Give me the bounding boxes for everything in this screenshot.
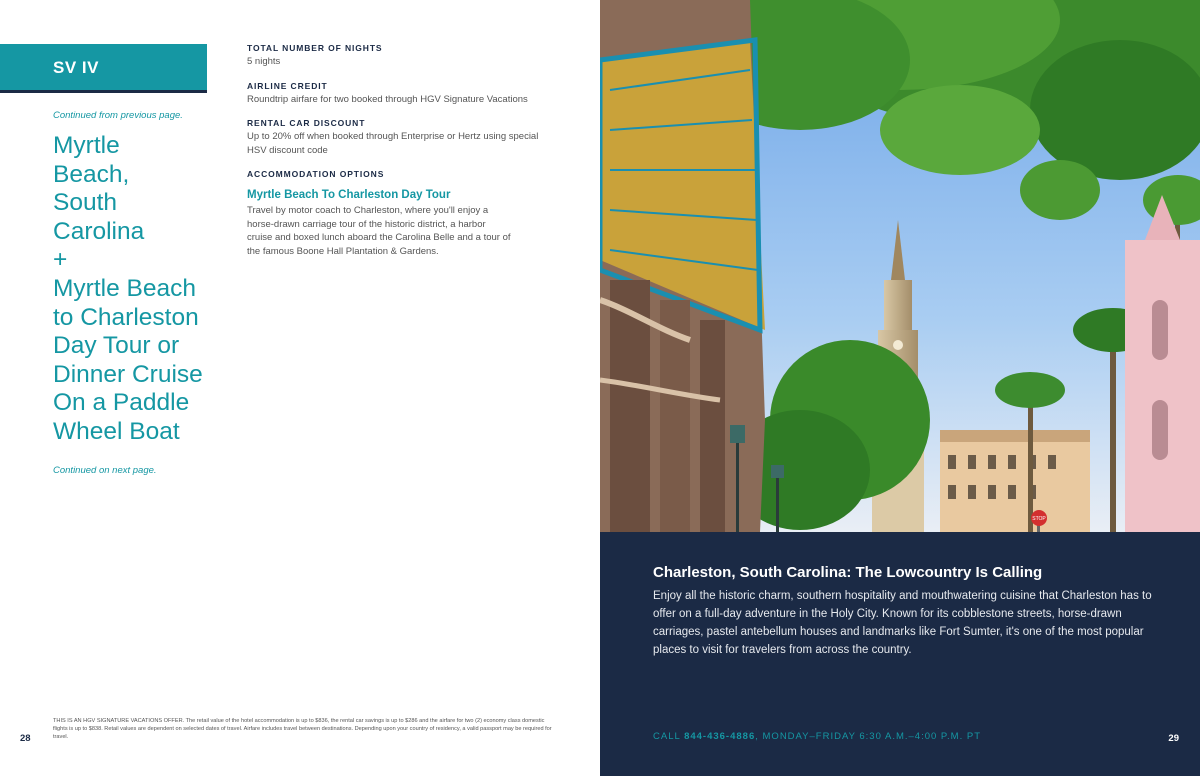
call-line — [653, 731, 981, 742]
tour-title: Myrtle Beach To Charleston Day Tour — [247, 189, 451, 201]
nights-block — [247, 42, 557, 69]
page-number-left: 28 — [20, 733, 31, 744]
package-details — [247, 42, 557, 269]
package-title — [53, 132, 213, 447]
historic-buildings — [940, 430, 1090, 532]
photo-illustration — [600, 0, 1200, 532]
package-title-line: Myrtle Beach — [53, 274, 196, 302]
tour-description: Travel by motor coach to Charleston, where you'll enjoy a horse-drawn carriage tour of the historic district, a harbor cruise and boxed lunch aboard the Carolina Belle and a tour of the famous Boone Hall Plantation & Gardens. — [247, 205, 511, 257]
package-title-line: Dinner Cruise — [53, 360, 203, 388]
stop-sign-text: STOP — [1032, 516, 1046, 522]
package-title-line: Wheel Boat — [53, 417, 180, 445]
airline-block — [247, 80, 557, 107]
legal-disclaimer: THIS IS AN HGV SIGNATURE VACATIONS OFFER. The retail value of the hotel accommodation is up to $836, the rental car savings is up to $286 and the airfare for two (2) economy class domestic flights is up to $838. Retail values are dependent on selected dates of travel. Airfare includes travel between destinations. Depending upon your country of residency, a valid passport may be required for travel. — [53, 718, 552, 740]
rental-value: Up to 20% off when booked through Enterprise or Hertz using special HSV discount code — [247, 131, 539, 156]
airline-value: Roundtrip airfare for two booked through HGV Signature Vacations — [247, 93, 528, 105]
section-tab-label: SV IV — [53, 58, 99, 77]
package-title-line: Carolina — [53, 217, 145, 245]
section-tab — [0, 44, 207, 93]
package-title-line: On a Paddle — [53, 389, 190, 417]
pink-church — [1125, 195, 1200, 532]
package-title-line: Myrtle — [53, 132, 120, 159]
package-title-line: + — [53, 246, 68, 274]
balcony-building — [600, 0, 765, 532]
nights-value: 5 nights — [247, 56, 281, 67]
package-title-line: to Charleston — [53, 303, 199, 331]
rental-block — [247, 117, 557, 157]
continued-from-note: Continued from previous page. — [53, 110, 183, 121]
page-number-right: 29 — [1168, 733, 1179, 744]
phone-number[interactable]: 844-436-4886 — [684, 731, 756, 742]
rental-label: RENTAL CAR DISCOUNT — [247, 118, 366, 128]
right-page — [600, 0, 1200, 776]
call-prefix: CALL — [653, 731, 685, 742]
continued-on-note: Continued on next page. — [53, 465, 157, 476]
airline-label: AIRLINE CREDIT — [247, 80, 328, 91]
charleston-street-photo — [600, 0, 1200, 532]
call-hours: , MONDAY–FRIDAY 6:30 A.M.–4:00 P.M. PT — [755, 731, 982, 742]
package-title-line: South — [53, 189, 118, 217]
feature-title: Charleston, South Carolina: The Lowcountry Is Calling — [653, 564, 1043, 581]
nights-label: TOTAL NUMBER OF NIGHTS — [247, 43, 383, 53]
feature-text: Enjoy all the historic charm, southern hospitality and mouthwatering cuisine that Charleston has to offer on a full-day adventure in the Holy City. Known for its cobblestone streets, horse-drawn carriages, pastel antebellum houses and landmarks like Fort Sumter, it's one of the most popular places to visit for travelers from across the country. — [653, 590, 1152, 656]
accommodation-block — [247, 168, 557, 258]
package-title-line: Day Tour or — [53, 332, 180, 360]
package-title-line: Beach, — [53, 160, 130, 188]
accommodation-label: ACCOMMODATION OPTIONS — [247, 169, 385, 179]
